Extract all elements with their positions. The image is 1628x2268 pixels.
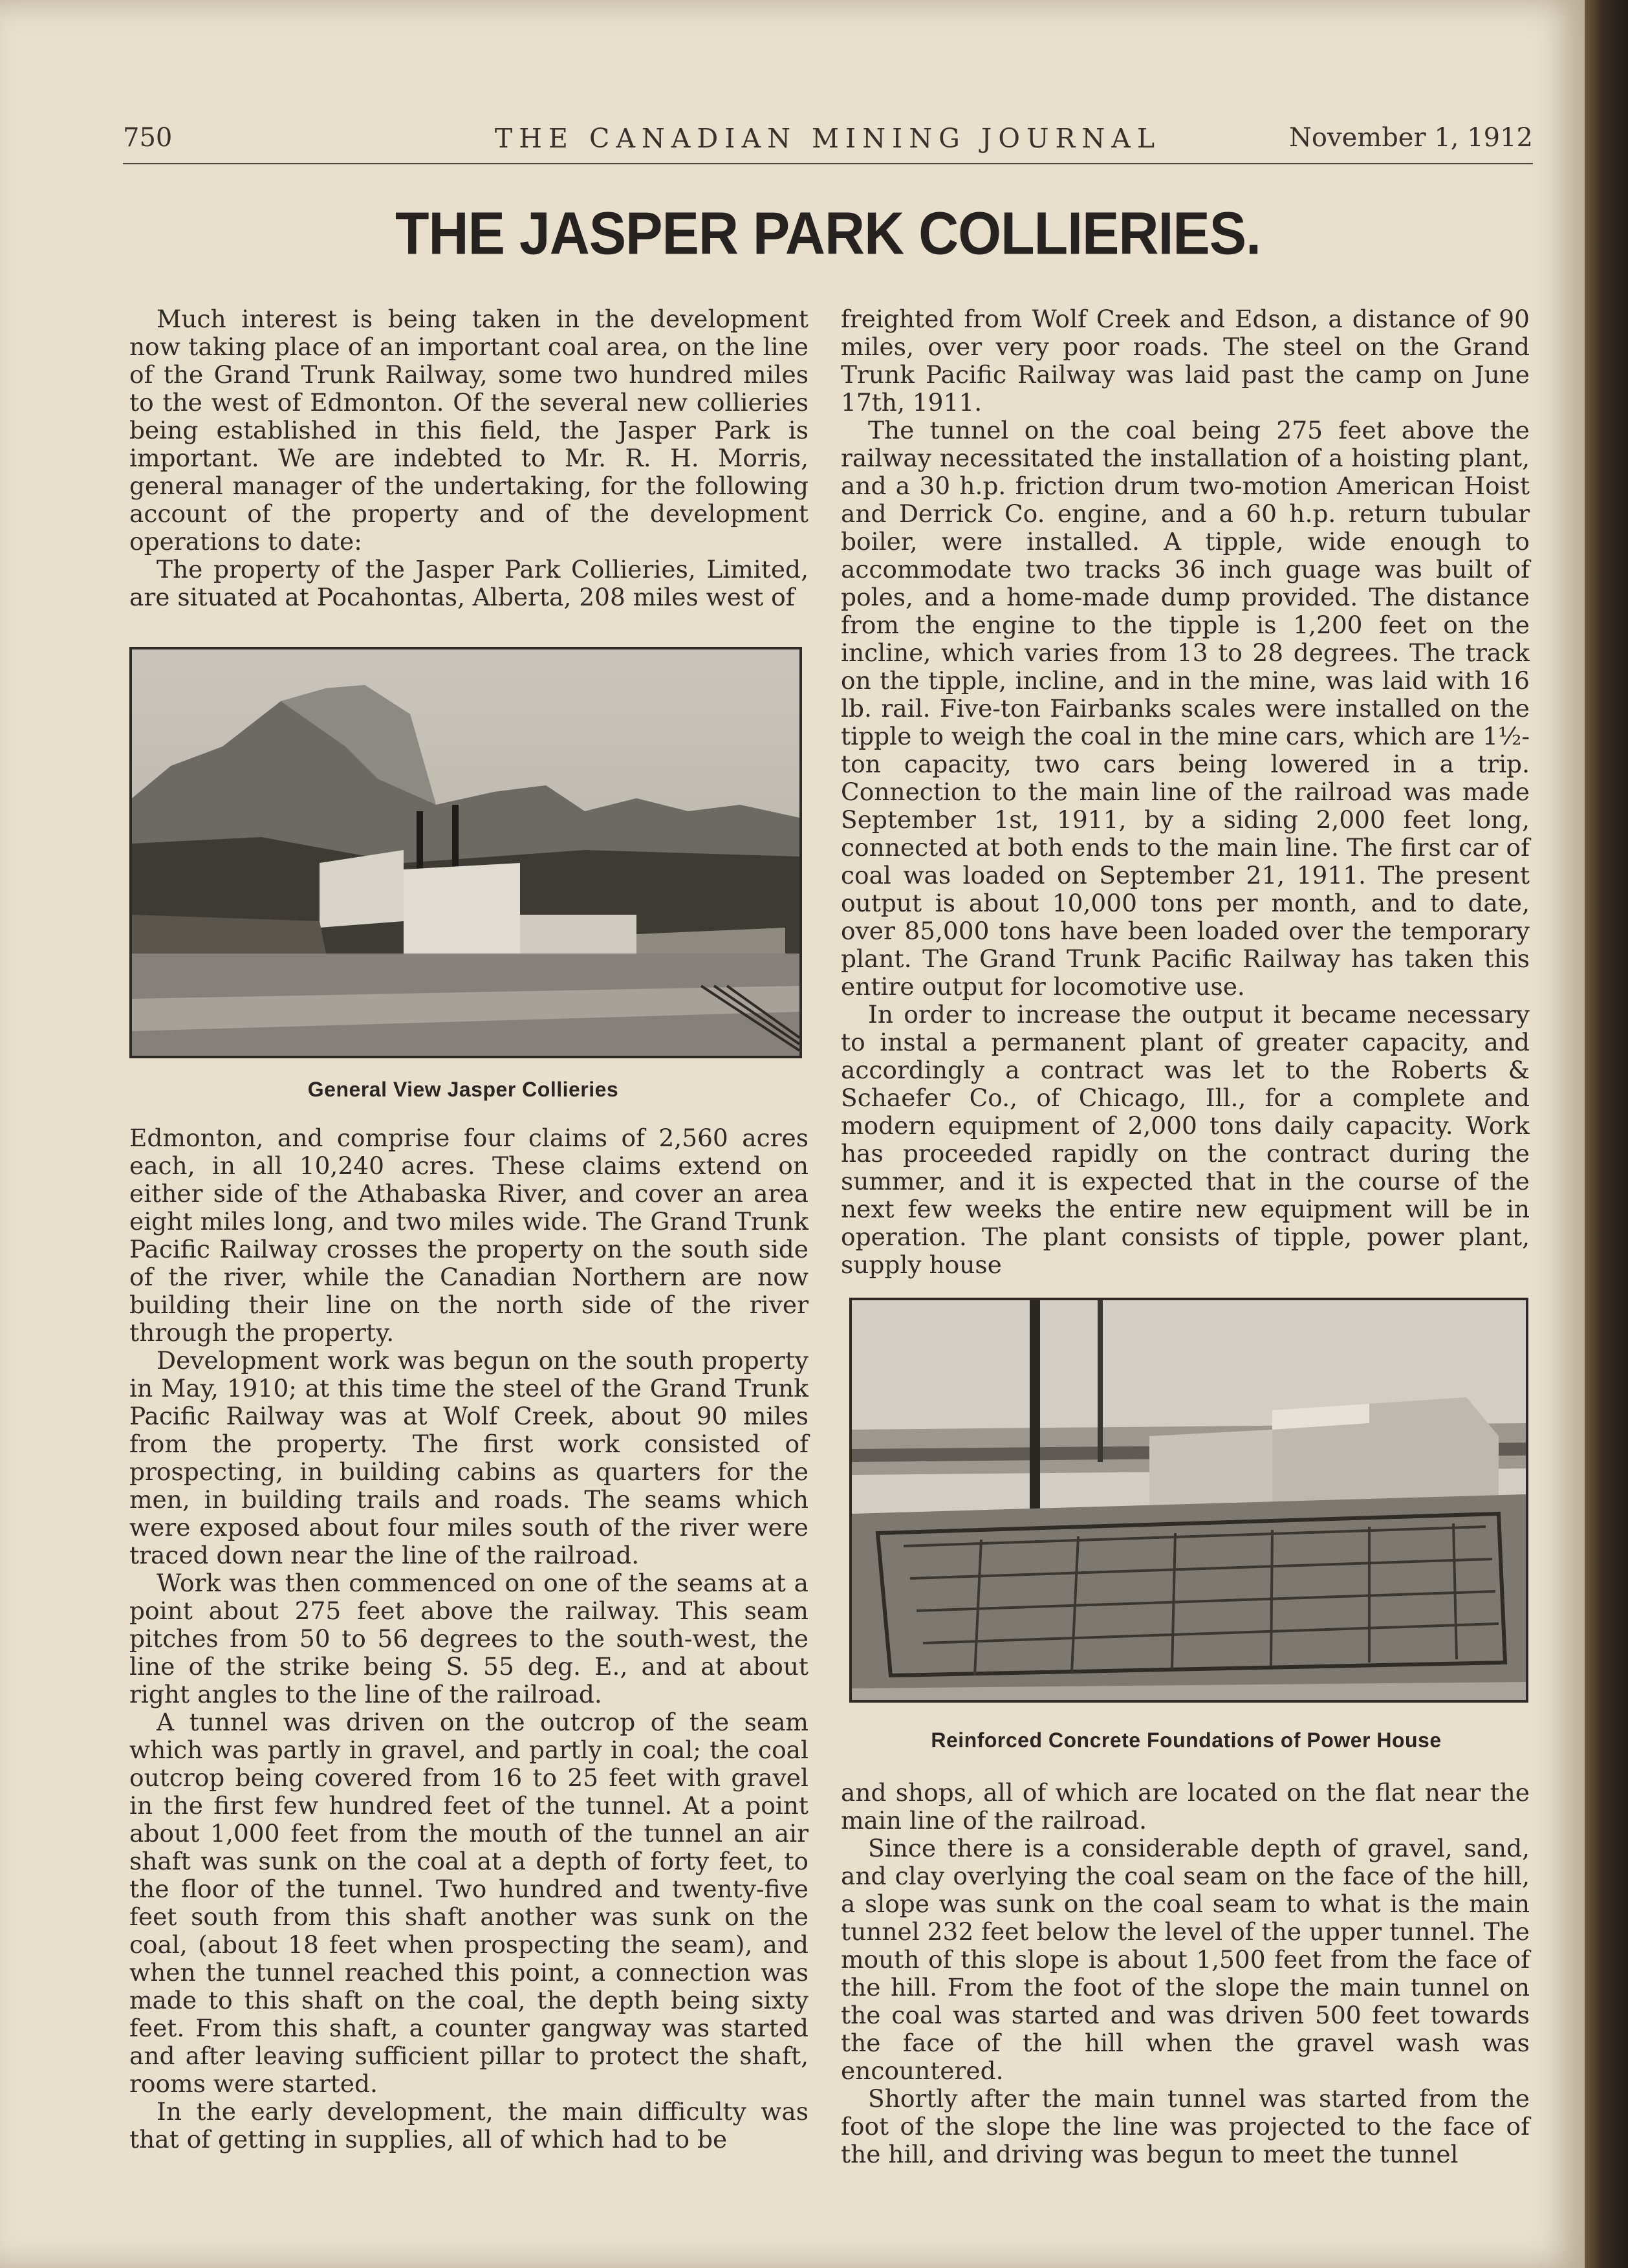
column-2-bottom	[841, 1779, 1530, 2168]
column-1-bottom	[129, 1124, 809, 2154]
paragraph: freighted from Wolf Creek and Edson, a distance of 90 miles, over very poor roads. The steel on the Grand Trunk Pacific Railway was laid past the camp on June 17th, 1911.	[841, 305, 1530, 417]
paragraph: Much interest is being taken in the development now taking place of an important coal area, on the line of the Grand Trunk Railway, some two hundred miles to the west of Edmonton. Of the several new collieries being established in this field, the Jasper Park is important. We are indebted to Mr. R. H. Morris, general manager of the undertaking, for the following account of the property and of the development operations to date:	[129, 305, 809, 556]
paragraph: Edmonton, and comprise four claims of 2,560 acres each, in all 10,240 acres. These claims extend on either side of the Athabaska River, and cover an area eight miles long, and two miles wide. The Grand Trunk Pacific Railway crosses the property on the south side of the river, while the Canadian Northern are now building their line on the north side of the river through the property.	[129, 1124, 809, 1347]
paragraph: Work was then commenced on one of the seams at a point about 275 feet above the railway. This seam pitches from 50 to 56 degrees to the south-west, the line of the strike being S. 55 deg. E., and at about right angles to the line of the railroad.	[129, 1569, 809, 1708]
figure-2-caption: Reinforced Concrete Foundations of Power House	[931, 1728, 1442, 1752]
page-binding-edge	[1585, 0, 1628, 2268]
column-1-top	[129, 305, 809, 611]
paragraph: In the early development, the main difficulty was that of getting in supplies, all of which had to be	[129, 2097, 809, 2154]
figure-1-caption: General View Jasper Collieries	[307, 1078, 619, 1101]
journal-title: THE CANADIAN MINING JOURNAL	[494, 123, 1162, 154]
photo-power-house-foundations	[849, 1298, 1528, 1703]
header-rule	[123, 163, 1533, 164]
paragraph: Shortly after the main tunnel was started from the foot of the slope the line was projected to the face of the hill, and driving was begun to meet the tunnel	[841, 2084, 1530, 2168]
issue-date: November 1, 1912	[1288, 123, 1533, 153]
paragraph: In order to increase the output it became necessary to instal a permanent plant of greater capacity, and accordingly a contract was let to the Roberts & Schaefer Co., of Chicago, Ill., for a complete and modern equipment of 2,000 tons daily capacity. Work has proceeded rapidly on the contract during the summer, and it is expected that in the course of the next few weeks the entire new equipment will be in operation. The plant consists of tipple, power plant, supply house	[841, 1000, 1530, 1279]
paragraph: Since there is a considerable depth of gravel, sand, and clay overlying the coal seam on the face of the hill, a slope was sunk on the coal seam to what is the main tunnel 232 feet below the level of the upper tunnel. The mouth of this slope is about 1,500 feet from the face of the hill. From the foot of the slope the main tunnel on the coal was started and was driven 500 feet towards the face of the hill when the gravel wash was encountered.	[841, 1834, 1530, 2085]
paragraph: The tunnel on the coal being 275 feet above the railway necessitated the installation of a hoisting plant, and a 30 h.p. friction drum two-motion American Hoist and Derrick Co. engine, and a 60 h.p. return tubular boiler, were installed. A tipple, wide enough to accommodate two tracks 36 inch guage was built of poles, and a home-made dump provided. The distance from the engine to the tipple is 1,200 feet on the incline, which varies from 13 to 28 degrees. The track on the tipple, incline, and in the mine, was laid with 16 lb. rail. Five-ton Fairbanks scales were installed on the tipple to weigh the coal in the mine cars, which are 1½-ton capacity, two cars being lowered in a trip. Connection to the main line of the railroad was made September 1st, 1911, by a siding 2,000 feet long, connected at both ends to the main line. The first car of coal was loaded on September 21, 1911. The present output is about 10,000 tons per month, and to date, over 85,000 tons have been loaded over the temporary plant. The Grand Trunk Pacific Railway has taken this entire output for locomotive use.	[841, 416, 1530, 1001]
paragraph: and shops, all of which are located on the flat near the main line of the railroad.	[841, 1778, 1530, 1835]
page-number: 750	[123, 123, 173, 153]
paragraph: Development work was begun on the south property in May, 1910; at this time the steel of the Grand Trunk Pacific Railway was at Wolf Creek, about 90 miles from the property. The first work consisted of prospecting, in building cabins as quarters for the men, in building trails and roads. The seams which were exposed about four miles south of the river were traced down near the line of the railroad.	[129, 1346, 809, 1569]
foundations-photo-illustration	[852, 1300, 1526, 1700]
photo-general-view	[129, 647, 802, 1058]
paragraph: A tunnel was driven on the outcrop of the seam which was partly in gravel, and partly in coal; the coal outcrop being covered from 16 to 25 feet with gravel in the first few hundred feet of the tunnel. At a point about 1,000 feet from the mouth of the tunnel an air shaft was sunk on the coal at a depth of forty feet, to the floor of the tunnel. Two hundred and twenty-five feet south from this shaft another was sunk on the coal, (about 18 feet when prospecting the seam), and when the tunnel reached this point, a connection was made to this shaft on the coal, the depth being sixty feet. From this shaft, a counter gangway was started and after leaving sufficient pillar to protect the shaft, rooms were started.	[129, 1708, 809, 2098]
running-head	[123, 123, 1533, 162]
paragraph: The property of the Jasper Park Collieries, Limited, are situated at Pocahontas, Alberta, 208 miles west of	[129, 555, 809, 611]
article-title: THE JASPER PARK COLLIERIES.	[395, 200, 1261, 267]
column-2-top	[841, 305, 1530, 1279]
colliery-photo-illustration	[132, 649, 799, 1056]
